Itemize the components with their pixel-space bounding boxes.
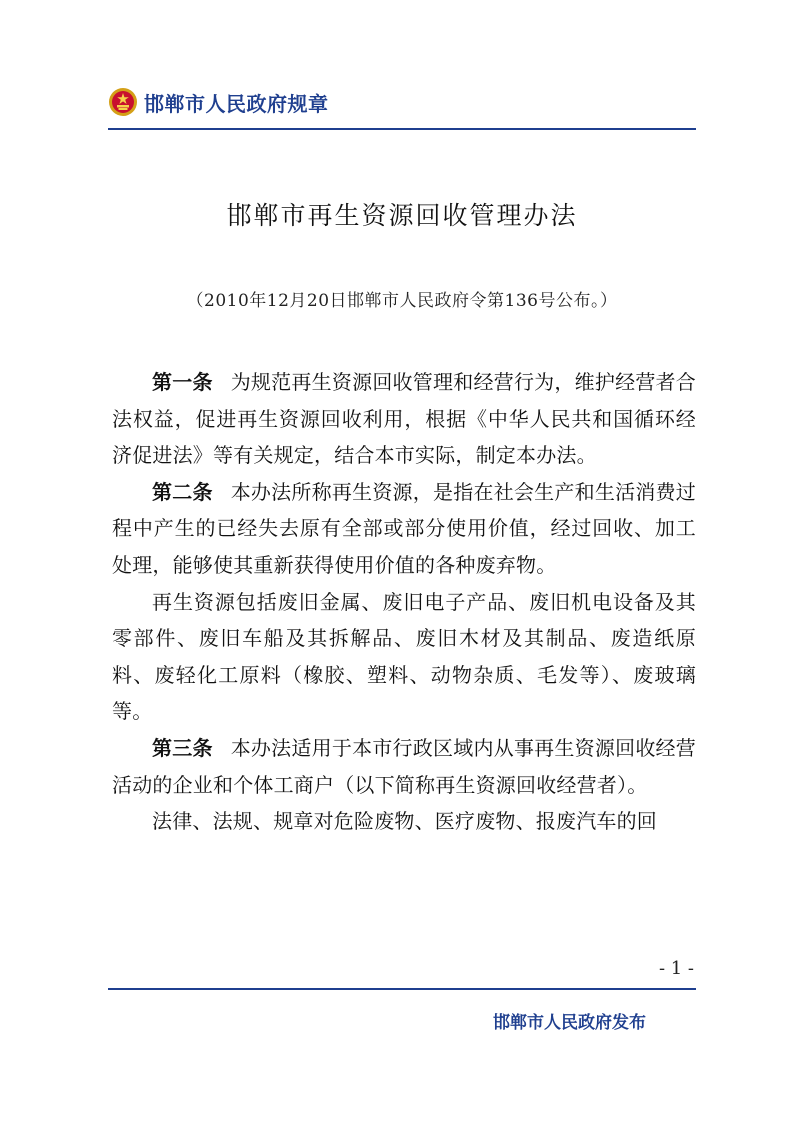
header-divider	[108, 128, 696, 130]
document-body	[112, 364, 696, 840]
promulgation-note: （2010年12月20日邯郸市人民政府令第136号公布。）	[186, 291, 618, 311]
paragraph	[112, 474, 696, 584]
paragraph	[112, 730, 696, 803]
document-title: 邯郸市再生资源回收管理办法	[226, 201, 578, 230]
paragraph-text: 法律、法规、规章对危险废物、医疗废物、报废汽车的回	[152, 809, 657, 834]
header-title: 邯郸市人民政府规章	[144, 91, 329, 116]
article-label: 第三条	[152, 735, 213, 760]
page-number: - 1 -	[658, 958, 694, 979]
paragraph-text: 为规范再生资源回收管理和经营行为，维护经营者合法权益，促进再生资源回收利用，根据《中华人民共和国循环经济促进法》等有关规定，结合本市实际，制定本办法。	[112, 370, 696, 468]
paragraph	[112, 364, 696, 474]
page-header	[108, 84, 329, 120]
footer-publisher: 邯郸市人民政府发布	[493, 1013, 646, 1033]
article-label: 第一条	[152, 370, 213, 394]
paragraph-text: 本办法所称再生资源，是指在社会生产和生活消费过程中产生的已经失去原有全部或部分使用价值，经过回收、加工处理，能够使其重新获得使用价值的各种废弃物。	[112, 479, 696, 577]
article-label: 第二条	[152, 479, 213, 504]
footer-divider	[108, 988, 696, 990]
paragraph	[112, 584, 696, 730]
paragraph-text: 再生资源包括废旧金属、废旧电子产品、废旧机电设备及其零部件、废旧车船及其拆解品、废旧木材及其制品、废造纸原料、废轻化工原料（橡胶、塑料、动物杂质、毛发等）、废玻璃等。	[112, 589, 696, 724]
national-emblem-icon	[108, 87, 138, 117]
paragraph-text: 本办法适用于本市行政区域内从事再生资源回收经营活动的企业和个体工商户（以下简称再生资源回收经营者）。	[112, 735, 696, 797]
paragraph	[112, 803, 696, 840]
